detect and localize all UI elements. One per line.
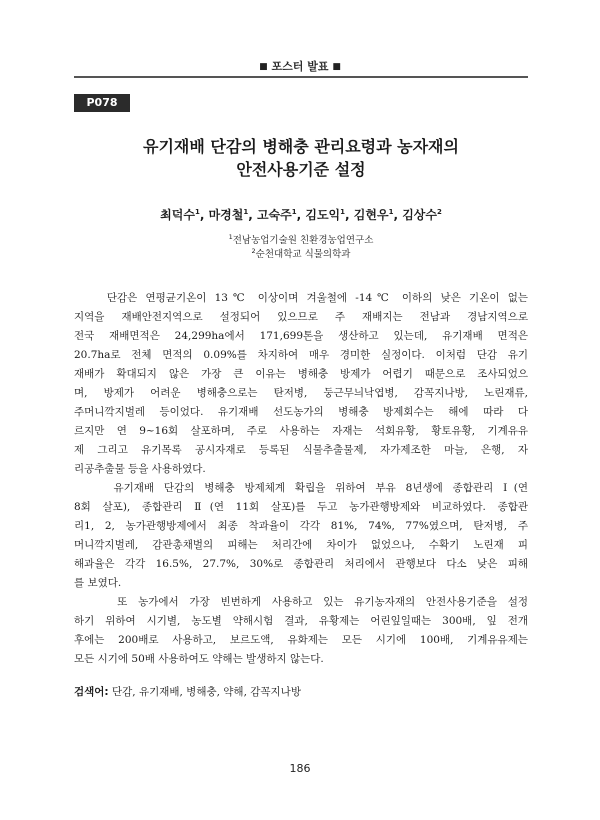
keywords-label: 검색어: (74, 686, 109, 698)
affiliation-marker: 2 (251, 247, 256, 255)
paper-title (74, 135, 528, 181)
abstract-line: 르지만 연 9~16회 살포하며, 주로 사용하는 자재는 석회유황, 황토유황, 기계유유 (74, 425, 528, 437)
author-separator: , (393, 208, 403, 222)
author-separator: , (199, 208, 209, 222)
page-number: 186 (289, 762, 311, 775)
poster-code-badge: P078 (74, 94, 130, 112)
affiliation-text: 순천대학교 식물의학과 (255, 249, 351, 260)
square-bullet-icon: ■ (259, 62, 268, 72)
abstract-line: 8회 살포), 종합관리 Ⅱ(연 11회 살포)를 두고 농가관행방제와 비교하였다. 종합관 (74, 501, 528, 513)
abstract-line: 를 보였다. (74, 577, 122, 589)
abstract-line: 유기재배 단감의 병해충 방제체계 확립을 위하여 부유 8년생에 종합관리 Ⅰ(연 (74, 482, 528, 494)
abstract-line: 리공추출물 등을 사용하였다. (74, 463, 206, 475)
keywords (74, 683, 528, 702)
section-label: 포스터 발표 (271, 60, 329, 73)
abstract-line: 지역을 재배안전지역으로 설정되어 있으므로 주 재배지는 전남과 경남지역으로 (74, 311, 528, 323)
author-affiliation-marker: 1 (194, 208, 200, 216)
author-affiliation-marker: 1 (243, 208, 249, 216)
abstract-line: 후에는 200배로 사용하고, 보르도액, 유화제는 모든 시기에 100배, 기계유유제는 (74, 634, 528, 646)
author-affiliation-marker: 2 (436, 208, 442, 216)
author-separator: , (248, 208, 257, 222)
abstract (74, 289, 528, 702)
author-affiliation-marker: 1 (291, 208, 297, 216)
section-header (0, 58, 600, 74)
abstract-line: 전국 재배면적은 24,299ha에서 171,699톤을 생산하고 있는데, 유기재배 면적은 (74, 330, 528, 342)
abstract-line: 제 그리고 유기목록 공시자재로 등록된 식물추출물제, 자가제조한 마늘, 은행, 자 (74, 444, 528, 456)
abstract-line: 또 농가에서 가장 빈번하게 사용하고 있는 유기농자재의 안전사용기준을 설정 (74, 596, 528, 608)
affiliation-text: 전남농업기술원 친환경농업연구소 (232, 235, 374, 246)
abstract-paragraph (74, 289, 528, 479)
abstract-paragraph (74, 593, 528, 669)
author-affiliation-marker: 1 (340, 208, 346, 216)
author-name: 김도익 (305, 208, 341, 222)
abstract-line: 며, 방제가 어려운 병해충으로는 탄저병, 둥근무늬낙엽병, 감꼭지나방, 노린재류, (74, 387, 528, 399)
square-bullet-icon: ■ (332, 62, 341, 72)
author-list (74, 206, 528, 223)
affiliation (74, 232, 528, 246)
abstract-line: 20.7ha로 전체 면적의 0.09%를 차지하여 매우 경미한 실정이다. 이처럼 단감 유기 (74, 349, 528, 361)
abstract-line: 하기 위하여 시기별, 농도별 약해시험 결과, 유황제는 어린잎일때는 300배, 잎 전개 (74, 615, 528, 627)
header-divider (74, 76, 528, 78)
abstract-line: 해과율은 각각 16.5%, 27.7%, 30%로 종합관리 처리에서 관행보다 다소 낮은 피해 (74, 558, 528, 570)
author-name: 고숙주 (256, 208, 292, 222)
title-line: 안전사용기준 설정 (236, 160, 366, 179)
author-name: 마경철 (208, 208, 244, 222)
abstract-line: 재배가 확대되지 않은 가장 큰 이유는 병해충 방제가 어렵기 때문으로 조사되었으 (74, 368, 528, 380)
abstract-line: 모든 시기에 50배 사용하여도 약해는 발생하지 않는다. (74, 653, 324, 665)
abstract-line: 주머니깍지벌레 등이었다. 유기재배 선도농가의 병해충 방제회수는 해에 따라 다 (74, 406, 528, 418)
keywords-text: 단감, 유기재배, 병해충, 약해, 감꼭지나방 (108, 686, 301, 698)
author-name: 최덕수 (160, 208, 195, 222)
paragraph-gap (74, 669, 528, 676)
author-separator: , (345, 208, 354, 222)
author-affiliation-marker: 1 (388, 208, 394, 216)
author-name: 김현우 (353, 208, 389, 222)
title-line: 유기재배 단감의 병해충 관리요령과 농자재의 (143, 137, 459, 156)
author-name: 김상수 (402, 208, 437, 222)
affiliation (74, 246, 528, 260)
author-separator: , (296, 208, 306, 222)
abstract-line: 머니깍지벌레, 감관총채벌의 피해는 처리간에 차이가 없었으나, 수확기 노린재 피 (74, 539, 528, 551)
abstract-line: 단감은 연평균기온이 13℃ 이상이며 겨울철에 -14℃ 이하의 낮은 기온이 없는 (74, 292, 528, 304)
affiliation-marker: 1 (228, 233, 233, 241)
abstract-paragraph (74, 479, 528, 593)
abstract-line: 리1, 2, 농가관행방제에서 최종 착과율이 각각 81%, 74%, 77%였으며, 탄저병, 주 (74, 520, 528, 532)
